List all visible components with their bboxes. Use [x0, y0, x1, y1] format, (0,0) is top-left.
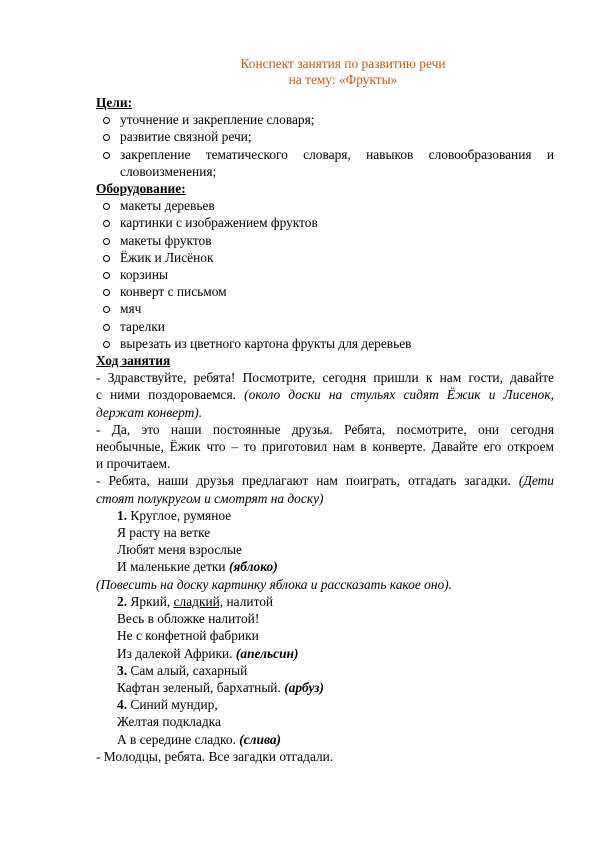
- lesson-heading: Ход занятия: [96, 353, 171, 369]
- lesson-paragraph-1: [96, 369, 554, 421]
- riddle-2: [96, 593, 554, 662]
- bullet-icon: [103, 255, 110, 262]
- text-line: стоят полукругом и смотрят на доску): [96, 490, 324, 506]
- text-line: - Да, это наши постоянные друзья. Ребята, посмотрите, они сегодня: [96, 421, 554, 437]
- list-item: макеты деревьев: [96, 197, 554, 214]
- bullet-icon: [103, 272, 110, 279]
- riddle-3: [96, 662, 554, 696]
- bullet-icon: [103, 203, 110, 210]
- lesson-paragraph-2: [96, 421, 554, 473]
- text-line: необычные, Ёжик что – то приготовил нам в конверте. Давайте его откроем: [96, 439, 554, 455]
- document-title: [132, 56, 554, 88]
- bullet-icon: [103, 238, 110, 245]
- text-line: 2. Яркий, сладкий, налитой: [117, 593, 274, 609]
- bullet-icon: [103, 306, 110, 313]
- text-line: Из далекой Африки. (апельсин): [117, 645, 299, 661]
- bullet-icon: [103, 134, 110, 141]
- text-line: Я расту на ветке: [117, 525, 211, 541]
- list-item: мяч: [96, 300, 554, 317]
- goals-heading: Цели:: [96, 95, 133, 110]
- bullet-icon: [103, 341, 110, 348]
- list-item: корзины: [96, 266, 554, 283]
- list-item: Ёжик и Лисёнок: [96, 249, 554, 266]
- text-line: - Ребята, наши друзья предлагают нам поиграть, отгадать загадки. (Дети: [96, 473, 554, 489]
- bullet-icon: [103, 289, 110, 296]
- list-item: закрепление тематического словаря, навыков словообразования и: [96, 146, 554, 163]
- text-line: И маленькие детки (яблоко): [117, 559, 278, 575]
- goals-list: [96, 111, 554, 180]
- list-item: макеты фруктов: [96, 232, 554, 249]
- text-line: - Здравствуйте, ребята! Посмотрите, сегодня пришли к нам гости, давайте: [96, 370, 554, 386]
- lesson-paragraph-3: [96, 472, 554, 506]
- list-item: тарелки: [96, 318, 554, 335]
- text-line: и прочитаем.: [96, 456, 171, 472]
- bullet-icon: [103, 152, 110, 159]
- text-line: Кафтан зеленый, бархатный. (арбуз): [117, 679, 324, 695]
- riddle-4: [96, 696, 554, 748]
- bullet-icon: [103, 324, 110, 331]
- list-item: уточнение и закрепление словаря;: [96, 111, 554, 128]
- bullet-icon: [103, 220, 110, 227]
- bullet-icon: [103, 117, 110, 124]
- equipment-heading: Оборудование:: [96, 181, 186, 197]
- text-line: с ними поздороваемся. (около доски на стульях сидят Ёжик и Лисенок,: [96, 387, 554, 403]
- text-line: 3. Сам алый, сахарный: [117, 662, 248, 678]
- list-item: развитие связной речи;: [96, 128, 554, 145]
- text-line: А в середине сладко. (слива): [117, 731, 282, 747]
- document-page: [96, 56, 554, 765]
- list-item-continuation: словоизменения;: [120, 163, 217, 179]
- list-item: конверт с письмом: [96, 283, 554, 300]
- riddle-1: [96, 507, 554, 576]
- title-line-1: Конспект занятия по развитию речи: [240, 56, 446, 71]
- riddle-note: (Повесить на доску картинку яблока и рассказать какое оно).: [96, 576, 452, 592]
- closing-line: - Молодцы, ребята. Все загадки отгадали.: [96, 748, 334, 764]
- text-line: Желтая подкладка: [117, 714, 221, 730]
- text-line: держат конверт).: [96, 404, 203, 420]
- text-line: 1. Круглое, румяное: [117, 507, 232, 523]
- text-line: Любят меня взрослые: [117, 542, 242, 558]
- equipment-list: [96, 197, 554, 352]
- text-line: Не с конфетной фабрики: [117, 628, 259, 644]
- list-item: вырезать из цветного картона фрукты для деревьев: [96, 335, 554, 352]
- text-line: Весь в обложке налитой!: [117, 611, 260, 627]
- text-line: 4. Синий мундир,: [117, 697, 218, 713]
- list-item: картинки с изображением фруктов: [96, 214, 554, 231]
- title-line-2: на тему: «Фрукты»: [288, 72, 398, 87]
